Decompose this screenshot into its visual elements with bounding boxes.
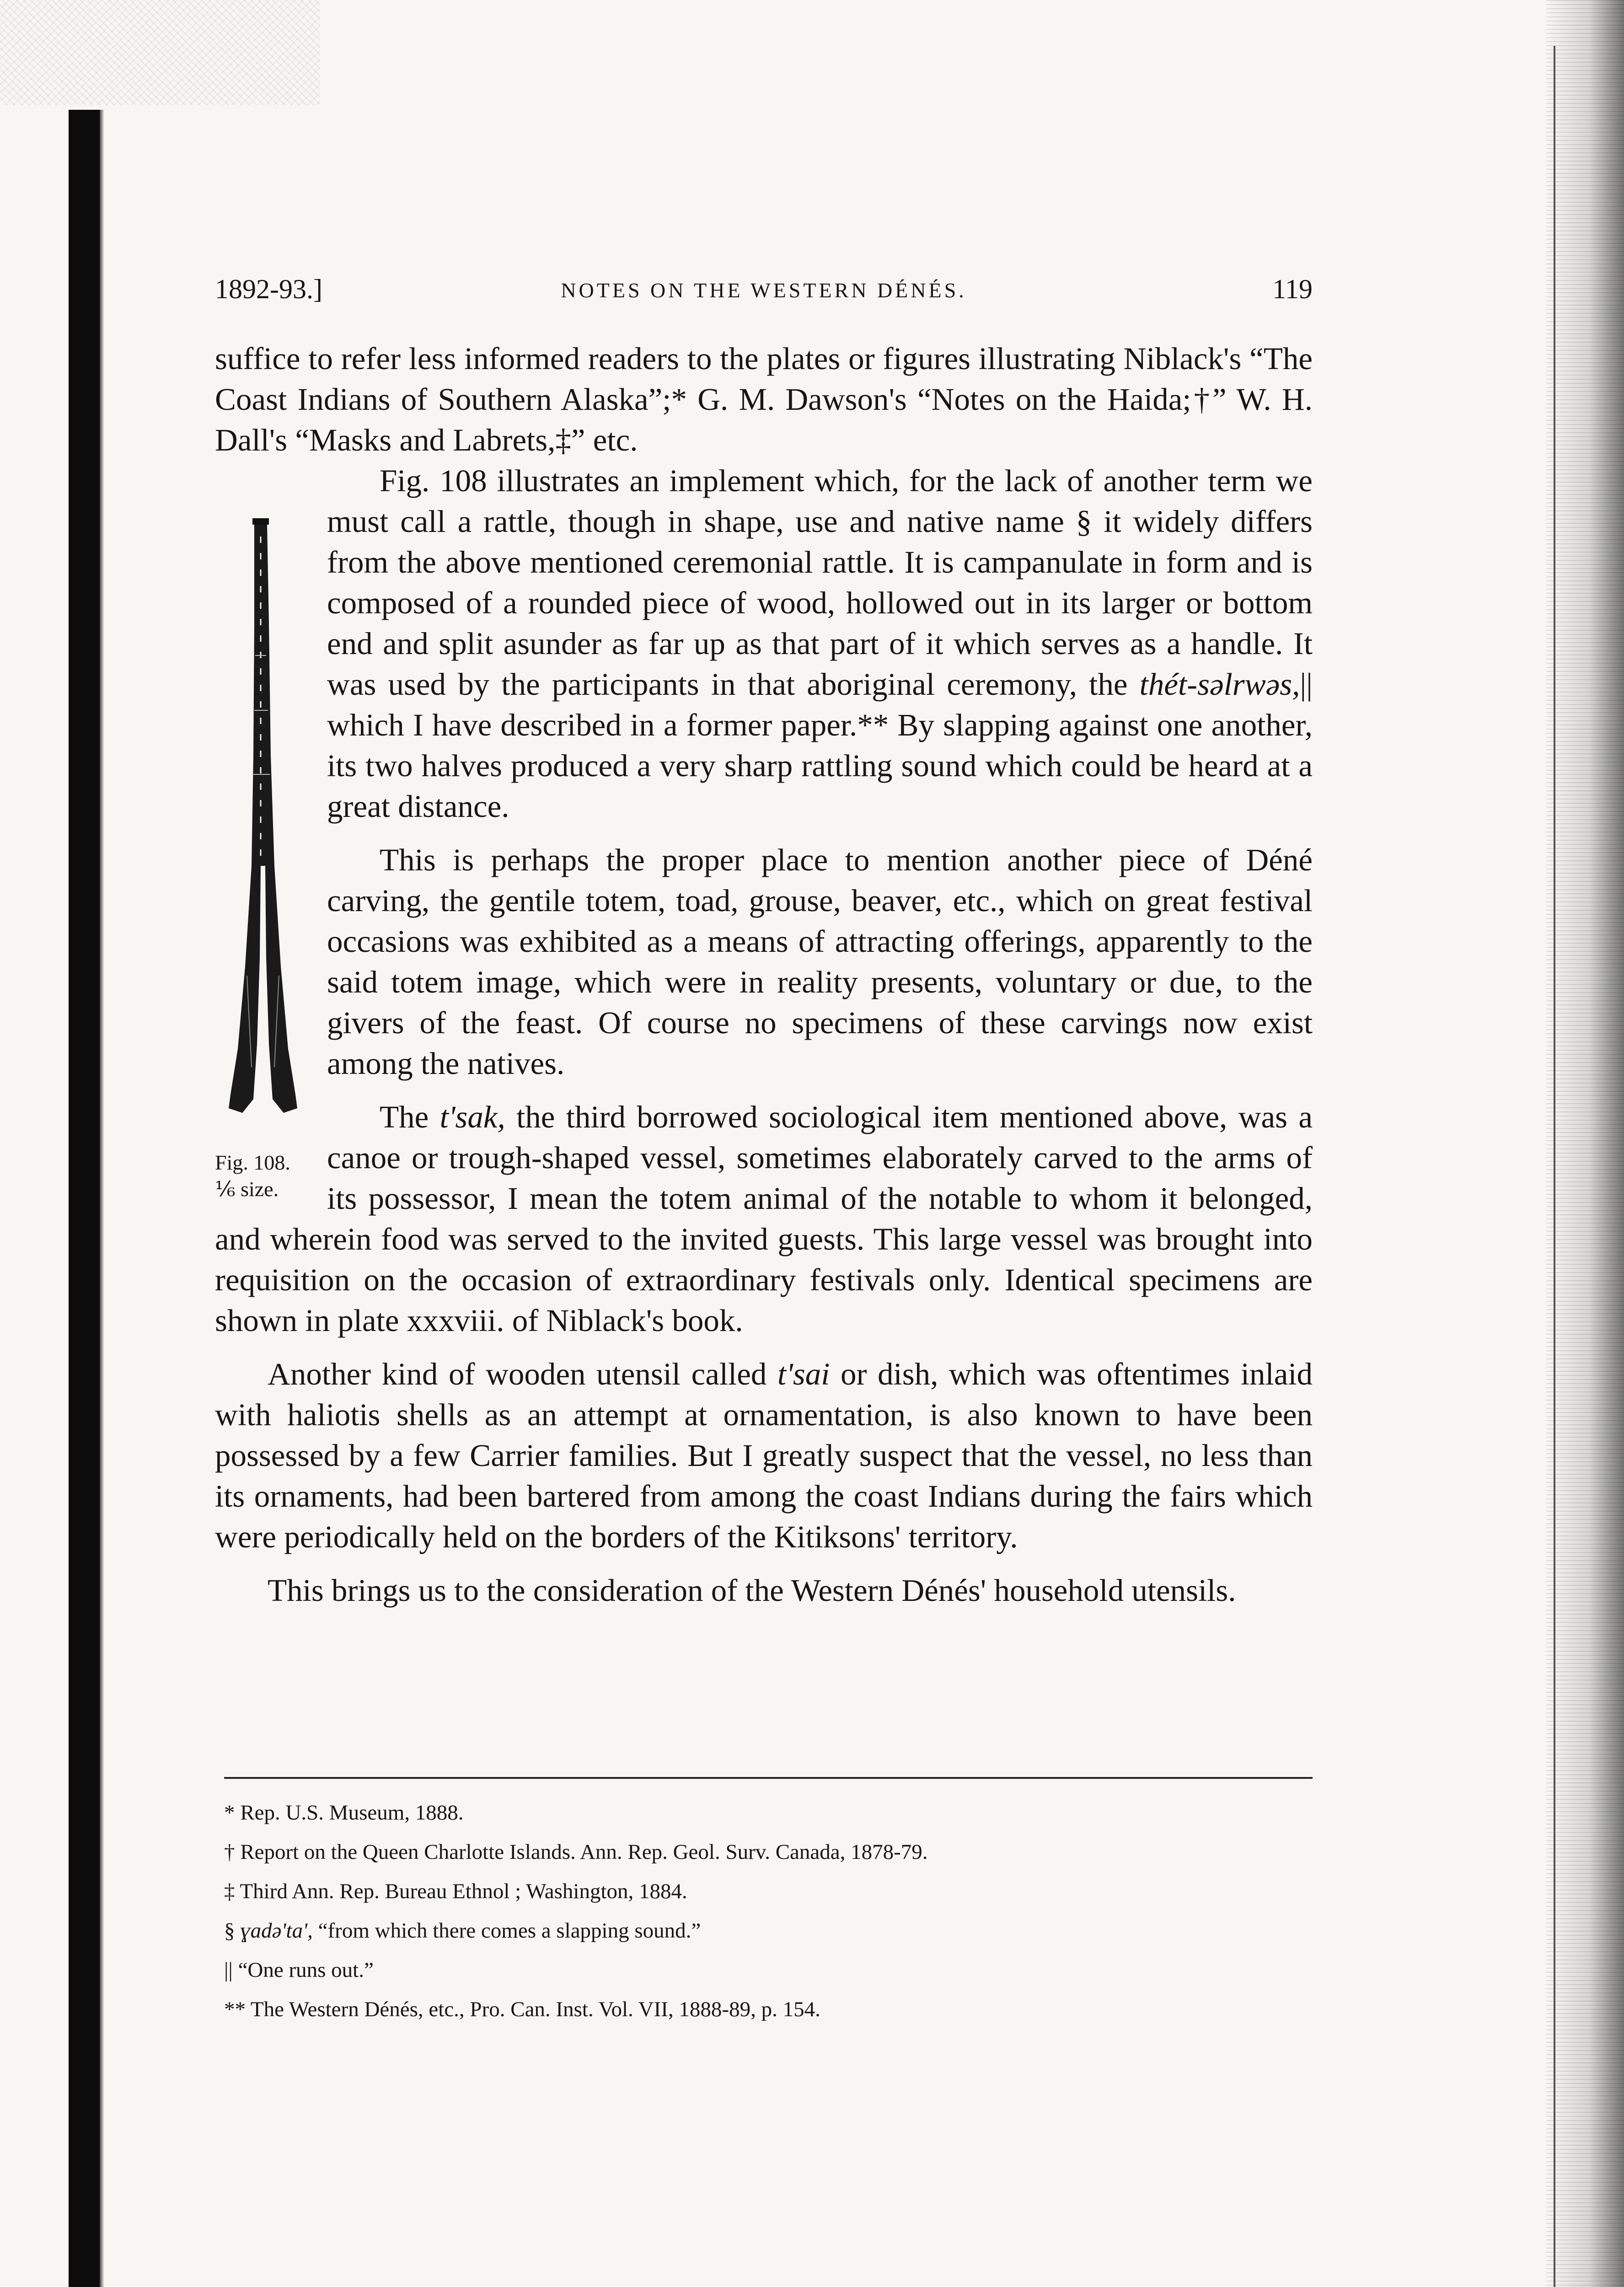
footnote-3: ‡ Third Ann. Rep. Bureau Ethnol ; Washington, 1884.: [224, 1879, 687, 1903]
header-title: NOTES ON THE WESTERN DÉNÉS.: [561, 279, 967, 302]
paragraph-2: [215, 461, 1313, 827]
figure-108: [215, 463, 322, 1218]
footnote-4-text: “from which there comes a slapping sound.”: [312, 1919, 701, 1943]
footnote-4-native-term: ɣadə'ta',: [240, 1919, 313, 1943]
book-spine-shadow: [69, 110, 100, 2287]
running-header: [215, 274, 1313, 315]
paragraph-3: This is perhaps the proper place to mention another piece of Déné carving, the gentile totem, toad, grouse, beaver, etc., which on great festival occasions was exhibited as a means of attracting offerings, apparently to the said totem image, which were in reality presents, voluntary or due, to the givers of the feast. Of course no specimens of these carvings now exist among the natives.: [327, 843, 1313, 1081]
spine-edge-gradient: [100, 110, 104, 2287]
footnote-divider: [224, 1777, 1313, 1779]
footnotes: [224, 1793, 1313, 2029]
paragraph-6: This brings us to the consideration of the Western Dénés' household utensils.: [268, 1573, 1236, 1608]
paragraph-5-native-term: t'sai: [777, 1357, 830, 1391]
footnote-6: ** The Western Dénés, etc., Pro. Can. Inst. Vol. VII, 1888-89, p. 154.: [224, 1997, 820, 2021]
rattle-illustration: [215, 518, 322, 1113]
figure-caption: [215, 1149, 322, 1203]
paragraph-5-text-b: or dish, which was oftentimes inlaid with haliotis shells as an attempt at ornamentation, is also known to have been possessed by a few Carrier families. But I greatly suspect that the vessel, no less than its ornaments, had been bartered from among the coast Indians during the fairs which were periodically held on the borders of the Kitiksons' territory.: [215, 1357, 1313, 1554]
figure-caption-number: Fig. 108.: [215, 1151, 290, 1174]
figure-caption-scale: ⅙ size.: [215, 1177, 279, 1201]
footnote-2: † Report on the Queen Charlotte Islands. Ann. Rep. Geol. Surv. Canada, 1878-79.: [224, 1840, 928, 1864]
page-number: 119: [1272, 274, 1313, 304]
paragraph-5: [215, 1354, 1313, 1557]
scan-noise-top-left: [0, 0, 320, 105]
paragraph-1: suffice to refer less informed readers to the plates or figures illustrating Niblack's “The Coast Indians of Southern Alaska”;* G. M. Dawson's “Notes on the Haida;†” W. H. Dall's “Masks and Labrets,‡” etc.: [215, 341, 1313, 457]
body-text: [215, 338, 1313, 1611]
footnote-5: || “One runs out.”: [224, 1958, 374, 1982]
header-volume-years: 1892-93.]: [215, 274, 322, 304]
paragraph-2-text-a: Fig. 108 illustrates an implement which, for the lack of another term we must call a rattle, though in shape, use and native name § it widely differs from the above mentioned ceremonial rattle. It is campanulate in form and is composed of a rounded piece of wood, hollowed out in its larger or bottom end and split asunder as far up as that part of it which serves as a handle. It was used by the participants in that aboriginal ceremony, the: [327, 463, 1313, 702]
footnote-4: [224, 1911, 1313, 1950]
paragraph-2-native-term: thét-səlrwəs,: [1139, 667, 1300, 702]
paragraph-2-text-b: || which I have described in a former paper.** By slapping against one another, its two halves produced a very sharp rattling sound which could be heard at a great distance.: [327, 667, 1313, 824]
paragraph-4: [215, 1097, 1313, 1341]
page-edge-right: [1546, 0, 1624, 2287]
paragraph-4-native-term: t'sak,: [439, 1100, 505, 1134]
paragraph-4-text-a: The: [380, 1100, 440, 1134]
paragraph-5-text-a: Another kind of wooden utensil called: [268, 1357, 777, 1391]
paragraph-4-text-b: the third borrowed sociological item mentioned above, was a canoe or trough-shaped vessel, sometimes elaborately carved to the arms of its possessor, I mean the totem animal of the notable to whom it belonged, and wherein food was served to the invited guests. This large vessel was brought into requisition on the occasion of extraordinary festivals only. Identical specimens are shown in plate xxxviii. of Niblack's book.: [215, 1100, 1313, 1338]
footnote-1: * Rep. U.S. Museum, 1888.: [224, 1801, 464, 1825]
footnote-4-mark: §: [224, 1919, 241, 1943]
page-edge-line: [1554, 46, 1555, 2287]
